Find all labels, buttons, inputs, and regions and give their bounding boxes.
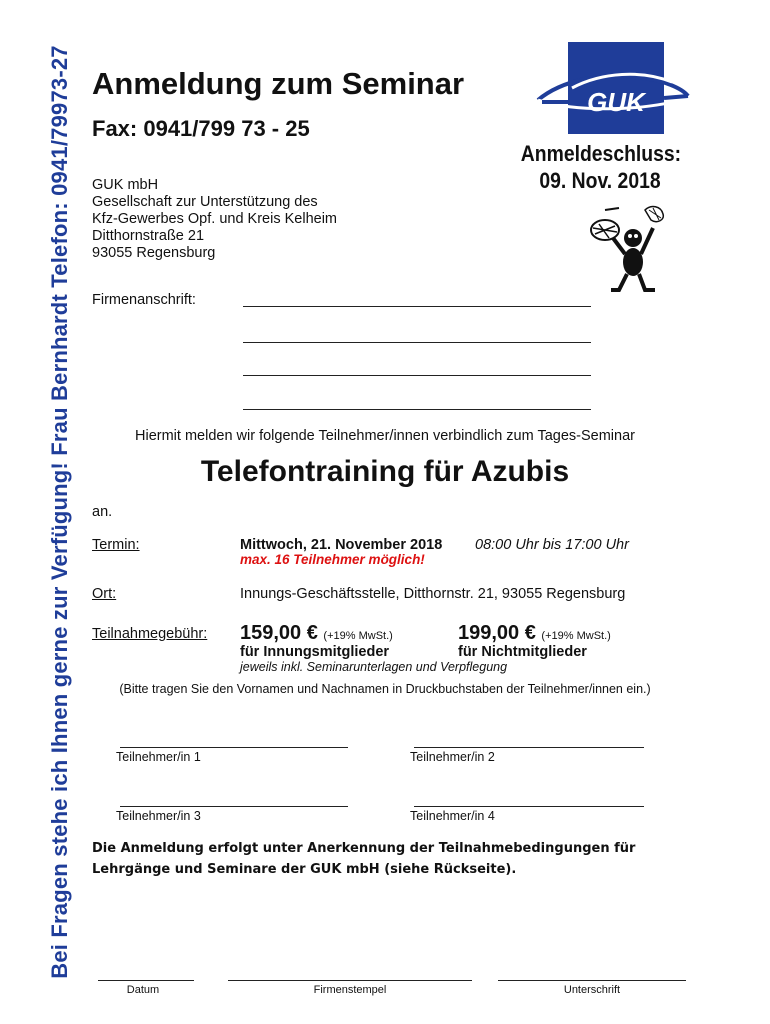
firm-address-line-1[interactable] [243,306,591,307]
signature-label: Unterschrift [563,984,621,996]
logo-text: GUK [587,87,645,117]
vat-note: (+19% MwSt.) [541,630,611,642]
termin-label: Termin: [92,537,140,553]
fee-member-price [240,622,393,645]
guk-logo [532,42,692,134]
address-line: Gesellschaft zur Unterstützung des [92,194,318,210]
participant-4-label: Teilnehmer/in 4 [410,809,495,823]
company-stamp-label: Firmenstempel [313,984,387,996]
seminar-title: Telefontraining für Azubis [200,455,570,488]
fee-label: Teilnahmegebühr: [92,626,208,642]
fee-nonmember-price [458,622,611,645]
company-stamp-field[interactable] [228,980,472,981]
ort-value: Innungs-Geschäftsstelle, Ditthornstr. 21, 93055 Regensburg [240,586,626,602]
fee-nonmember-group: für Nichtmitglieder [458,644,587,660]
termin-date: Mittwoch, 21. November 2018 [240,537,443,553]
address-line: Kfz-Gewerbes Opf. und Kreis Kelheim [92,211,337,227]
deadline-date: 09. Nov. 2018 [539,168,661,193]
registration-deadline [520,140,682,194]
participant-hint: (Bitte tragen Sie den Vornamen und Nachnamen in Druckbuchstaben der Teilnehmer/innen ein.) [119,682,651,696]
participant-3-field[interactable] [120,806,348,807]
intro-text: Hiermit melden wir folgende Teilnehmer/innen verbindlich zum Tages-Seminar [135,428,635,444]
ort-label: Ort: [92,586,117,602]
firm-address-line-3[interactable] [243,375,591,376]
deadline-label: Anmeldeschluss: [520,141,682,166]
participant-1-label: Teilnehmer/in 1 [116,750,201,764]
fee-note: jeweils inkl. Seminarunterlagen und Verpflegung [240,660,508,674]
phone-mascot-illustration [575,198,675,298]
date-label: Datum [126,984,160,996]
date-field[interactable] [98,980,194,981]
address-line: GUK mbH [92,177,159,193]
side-contact-text: Bei Fragen stehe ich Ihnen gerne zur Verfügung! Frau Bernhardt Telefon: 0941/79973-27 [47,45,72,979]
page-title: Anmeldung zum Seminar [92,66,465,101]
fee-member-group: für Innungsmitglieder [240,644,390,660]
participant-2-field[interactable] [414,747,644,748]
termin-time: 08:00 Uhr bis 17:00 Uhr [475,537,629,553]
sender-address [92,177,337,262]
participant-2-label: Teilnehmer/in 2 [410,750,495,764]
participant-4-field[interactable] [414,806,644,807]
firm-address-line-4[interactable] [243,409,591,410]
termin-note: max. 16 Teilnehmer möglich! [240,552,425,567]
price-value: 199,00 € [458,622,536,644]
fax-number: Fax: 0941/799 73 - 25 [92,116,310,141]
an-text: an. [92,504,113,520]
address-line: Ditthornstraße 21 [92,228,205,244]
firm-address-line-2[interactable] [243,342,591,343]
participant-3-label: Teilnehmer/in 3 [116,809,201,823]
price-value: 159,00 € [240,622,318,644]
firm-address-label: Firmenanschrift: [92,292,196,308]
vat-note: (+19% MwSt.) [323,630,393,642]
terms-text: Die Anmeldung erfolgt unter Anerkennung der Teilnahmebedingungen für Lehrgänge und Seminare der GUK mbH (siehe Rückseite). [92,841,636,877]
address-line: 93055 Regensburg [92,245,216,261]
participant-1-field[interactable] [120,747,348,748]
signature-field[interactable] [498,980,686,981]
